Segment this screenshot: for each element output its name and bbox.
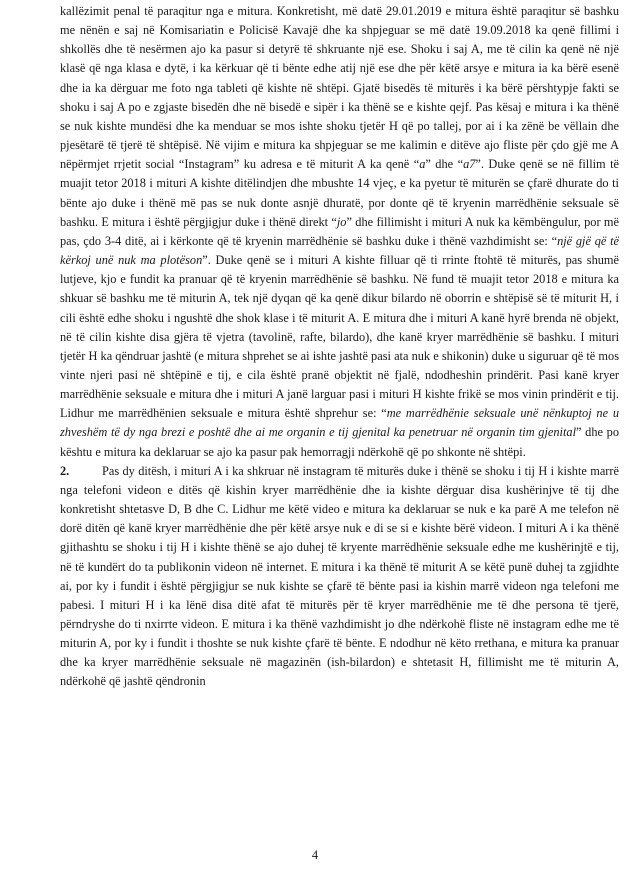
paragraph-1 <box>60 2 619 462</box>
paragraph-text: ”. Duke qenë se i mituri A kishte filluar që ti rrinte ftohtë të miturës, pas shumë lutjeve, kjo e fundit ka pranuar që të kryenin marrëdhënie së bashku. Në fund të muajit tetor 2018 e mitura ka shkuar së bashku me të miturin A, tek një dyqan që ka qenë dikur bilardo në oborrin e shtëpisë së të miturit H, i cili është edhe shoku i ngushtë dhe shok klase i të miturit A. E mitura dhe i mituri A kanë hyrë brenda në objekt, në të cilin kishte disa gjëra të vjetra (tavolinë, rafte, bilardo), dhe kanë kryer marrëdhënie së bashku. I mituri tjetër H ka qëndruar jashtë (e mitura shprehet se ai ishte jashtë pasi ata nuk e shikonin) duke u siguruar që të mos vinte njeri pasi në shtëpinë e tij, e cila është pranë objektit në fjalë, ndodheshin prindërit. Pasi kanë kryer marrëdhënie seksuale e mitura dhe i mituri A janë larguar pasi i mituri H kishte frikë se mos vinin prindërit e tij. Lidhur me marrëdhënien seksuale e mitura është shprehur se: “ <box>60 253 620 421</box>
body-text <box>60 2 619 692</box>
paragraph-number: 2. <box>60 463 70 478</box>
paragraph-text: kallëzimit penal të paraqitur nga e mitura. Konkretisht, më datë 29.01.2019 e mitura është paraqitur së bashku me nënën e saj në Komisariatin e Policisë Kavajë dhe ka shpjeguar se më datë 19.09.2018 ka qenë fillimi i shkollës dhe të nesërmen ajo ka pasur si detyrë të shkruante një ese. Shoku i saj A, me të cilin ka qenë në një klasë që nga klasa e dytë, i ka kërkuar që ti bënte edhe atij një ese dhe për këtë arsye e mitura ia ka bërë esenë dhe ia ka dërguar me foto nga tableti që kishte në shtëpi. Gjatë bisedës të miturës i ka bërë përshtypje fakti se shoku i saj A po e zgjaste bisedën dhe në bisedë e sipër i ka thënë se e kishte qejf. Pas kësaj e mitura i ka thënë se nuk kishte mundësi dhe ka menduar se mos ishte shoku tjetër H që po tallej, por ai i ka zënë be vëllain dhe pjesëtarë të tjerë të shtëpisë. Në vijim e mitura ka shpjeguar se me kalimin e ditëve ajo fliste për çdo gjë me A nëpërmjet rrjetit social “Instagram” ku adresa e të miturit A ka qenë “ <box>60 4 619 172</box>
paragraph-text: ”. Duke qenë se në fillim të muajit tetor 2018 i mituri A kishte ditëlindjen dhe mbushte 14 vjeç, e ka pyetur të miturën se çfarë dhurate do ti bënte ajo duke i thënë më pas se nuk donte asnjë dhuratë, por donte që të kryenin marrëdhënie seksuale së bashku. E mitura i është përgjigjur duke i thënë direkt “ <box>60 157 620 229</box>
paragraph-2 <box>60 462 619 692</box>
quoted-text: me marrëdhënie seksuale unë nënkuptoj ne u zhveshëm të dy nga brezi e poshtë dhe ai me organin e tij gjenital ka penetruar në organin tim gjenital <box>60 406 619 440</box>
paragraph-text: Pas dy ditësh, i mituri A i ka shkruar në instagram të miturës duke i thënë se shoku i tij H i kishte marrë nga telefoni videon e ditës që kishin kryer marrëdhënie dhe ia kishte dërguar disa kushërinjve të tij dhe konkretisht shtetasve D, B dhe C. Lidhur me këtë video e mitura ka deklaruar se nuk e ka parë A me telefon në dorë ditën që kanë kryer marrëdhënie dhe për këtë arsye nuk e di se si e kishte bërë videon. I mituri A i ka thënë gjithashtu se shoku i tij H i kishte thënë se ajo duhej të kryente marrëdhënie seksuale edhe me kushërinjtë e tij, në të kundërt do ta publikonin videon në internet. E mitura i ka thënë të miturit A se këtë punë duhej ta zgjidhte ai, por ky i fundit i është përgjigjur se nuk kishte se çfarë të bënte pasi ia kishin marrë videon nga telefoni me pabesi. I mituri H i ka lënë disa ditë afat të miturës për të kryer marrëdhënie me të dhe persona të tjerë, përndryshe do ti nxirrte videon. E mitura i ka thënë vazhdimisht jo dhe ndërkohë fliste në instagram edhe me të miturin A, por ky i fundit i thoshte se nuk kishte çfarë të bënte. E ndodhur në këto rrethana, e mitura ka pranuar dhe ka kryer marrëdhënie seksuale në magazinën (ish-bilardon) e shtetasit H, fillimisht me të miturin A, ndërkohë që jashtë qëndronin <box>60 463 619 689</box>
paragraph-text: ” dhe po kështu e mitura ka deklaruar se ajo ka pasur pak hemorragji ndërkohë që po shkonte në shtëpi. <box>60 425 619 459</box>
quoted-text: a7 <box>463 157 476 172</box>
paragraph-text: ” dhe fillimisht i mituri A nuk ka këmbëngulur, por më pas, çdo 3-4 ditë, ai i kërkonte që të kryenin marrëdhënie së bashku duke i thënë vazhdimisht se: “ <box>60 214 619 248</box>
quoted-text: jo <box>336 214 347 229</box>
page-number: 4 <box>311 848 319 862</box>
quoted-text: një gjë që të kërkoj unë nuk ma plotëson <box>60 233 619 268</box>
quoted-text: a <box>419 157 426 172</box>
paragraph-text: ” dhe “ <box>425 157 464 172</box>
